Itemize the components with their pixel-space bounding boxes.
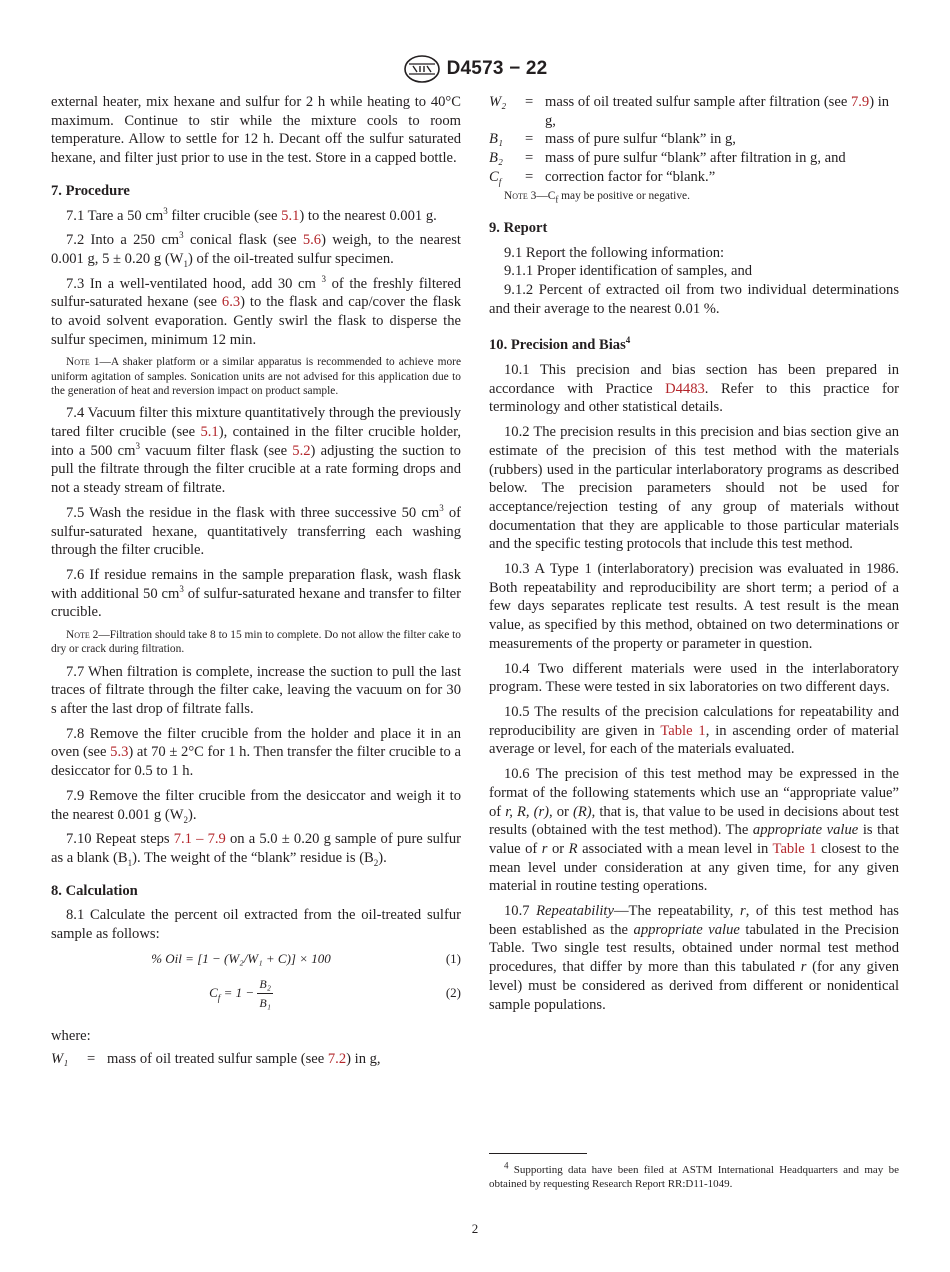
note-1: Note 1—A shaker platform or a similar apparatus is recommended to achieve more uniform agitation of samples. Sonication units are not advised for this application due to the generation of heat and reversion impact on product sample. [51, 356, 461, 398]
definition-b1: B₁ = mass of pure sulfur “blank” in g, [489, 131, 736, 148]
definition-w2: W₂ = mass of oil treated sulfur sample after filtration (see 7.9) in g, [489, 94, 890, 129]
paragraph-10-7: 10.7 Repeatability—The repeatability, r, of this test method has been established as the appropriate value tabulated in the Precision Table. Two single test results, obtained under normal test method procedures, that differ by more than this tabulated r (for any given level) must be considered as derived from different or nonidentical sample populations. [489, 903, 899, 1013]
right-column [489, 93, 899, 1020]
paragraph-9-1-2: 9.1.2 Percent of extracted oil from two individual determinations and their average to the nearest 0.01 %. [489, 281, 899, 317]
note-3: Note $3—C_f$ may be positive or negative. [504, 189, 690, 204]
note-2: Note 2—Filtration should take 8 to 15 min to complete. Do not allow the filter cake to dry or crack during filtration. [51, 629, 461, 656]
paragraph-9-1-1: 9.1.1 Proper identification of samples, and [504, 263, 753, 280]
link-6-3[interactable]: 6.3 [221, 294, 241, 311]
paragraph-10-6: 10.6 The precision of this test method may be expressed in the format of the following statements which use an “appropriate value” of r, R, (r), or (R), that is, that value to be used in decisions about test results (obtained with the test method). The appropriate value is that value of r or R associated with a mean level in Table 1 closest to the mean level under consideration at any given time, for any given material in routine testing operations. [489, 766, 900, 895]
paragraph-7-10: 7.10 Repeat steps 7.1 – 7.9 on a 5.0 ± 0.20 g sample of pure sulfur as a blank $(B_1)$. The weight of the “blank” residue is $(B_2)$. [51, 831, 461, 868]
link-5-3[interactable]: 5.3 [110, 744, 129, 761]
paragraph-7-8: 7.8 Remove the filter crucible from the holder and place it in an oven (see 5.3) at 70 ± 2°C for 1 h. Then transfer the filter crucible to a desiccator for 0.5 to 1 h. [51, 725, 461, 780]
astm-logo-icon [403, 54, 441, 84]
paragraph-7-9: 7.9 Remove the filter crucible from the desiccator and weigh it to the nearest 0.001 g $(W_2)$. [51, 787, 461, 825]
paragraph-10-1: 10.1 This precision and bias section has been prepared in accordance with Practice D4483. Refer to this practice for terminology and other statistical details. [489, 362, 899, 416]
paragraph-10-4: 10.4 Two different materials were used in the interlaboratory program. These were tested in six laboratories on two different days. [489, 660, 899, 696]
paragraph-7-6: 7.6 If residue remains in the sample preparation flask, wash flask with additional 50 $cm^3$ of sulfur-saturated hexane and transfer to filter crucible. [51, 566, 461, 621]
paragraph-7-3: 7.3 In a well-ventilated hood, add 30 cm $^3$ of the freshly filtered sulfur-saturated hexane (see 6.3) to the flask and cap/cover the flask to avoid solvent evaporation. Gently swirl the flask to disperse the sulfur specimen, minimum 12 min. [51, 273, 461, 348]
link-d4483[interactable]: D4483 [665, 380, 705, 397]
paragraph-10-2: 10.2 The precision results in this precision and bias section give an estimate of the precision of this test method with the materials (rubbers) used in the particular interlaboratory programs as described below. The precision parameters should not be used for acceptance/rejection testing of any group of materials without documentation that they are applicable to those particular materials and the specific testing protocols that include this test method. [489, 424, 899, 553]
paragraph-7-5: 7.5 Wash the residue in the flask with three successive 50 $cm^3$ of sulfur-saturated hexane, quantitatively transferring each washing through the filter crucible. [51, 502, 461, 559]
paragraph-7-1: 7.1 Tare a 50 $cm^3$ filter crucible (see 5.1) to the nearest 0.001 g. [66, 205, 437, 224]
definition-cf: $C_f$ = correction factor for “blank.” [489, 168, 716, 187]
link-5-6[interactable]: 5.6 [302, 232, 322, 249]
equation-1: % Oil = [1 − (W₂/W₁ + C)] × 100 (1) [151, 950, 461, 966]
definition-b2: B₂ = mass of pure sulfur “blank” after filtration in g, and [489, 150, 846, 167]
definition-w1: W₁ = mass of oil treated sulfur sample (see 7.2) in g, [51, 1050, 381, 1067]
left-column [51, 93, 461, 1068]
section-10-heading: 10. Precision and Bias$^4$ [489, 335, 631, 354]
paragraph-7-7: 7.7 When filtration is complete, increase the suction to pull the last traces of filtrate through the filter cake, leaving the vacuum on for 30 s after the last drop of filtrate falls. [51, 663, 461, 718]
page-number: 2 [471, 1221, 479, 1236]
link-7-2[interactable]: 7.2 [327, 1050, 347, 1067]
section-7-heading: 7. Procedure [51, 182, 130, 199]
designation: D4573 − 22 [446, 58, 548, 79]
paragraph-9-1: 9.1 Report the following information: [504, 244, 725, 261]
section-8-heading: 8. Calculation [51, 882, 138, 899]
page-header [0, 54, 950, 84]
where-label: where: [51, 1027, 91, 1044]
footnote-4: $^4$ Supporting data have been filed at ASTM International Headquarters and may be obtained by requesting Research Report RR:D11-1049. [489, 1160, 899, 1190]
link-5-1[interactable]: 5.1 [281, 207, 300, 224]
link-7-9[interactable]: 7.9 [850, 94, 870, 110]
paragraph-intro: external heater, mix hexane and sulfur for 2 h while heating to 40°C maximum. Continue to stir while the mixture cools to room temperature. Allow to settle for 12 h. Decant off the sulfur saturated hexane, and filter just prior to use in the test. Store in a capped bottle. [51, 94, 461, 167]
link-table-1[interactable]: Table 1 [660, 722, 706, 739]
paragraph-10-5: 10.5 The results of the precision calculations for repeatability and reproducibility are given in Table 1, in ascending order of material average or level, for each of the materials evaluated. [489, 703, 899, 758]
paragraph-7-2: 7.2 Into a 250 $cm^3$ conical flask (see 5.6) weigh, to the nearest 0.001 g, 5 ± 0.20 g $(W_1)$ of the oil-treated sulfur specimen. [51, 230, 461, 269]
footnote-rule [489, 1153, 587, 1154]
equation-2: $C_f = 1$ − $\frac{\text{B₂}}{\text{B₁}}$ (2) [209, 976, 461, 1011]
paragraph-8-1: 8.1 Calculate the percent oil extracted from the oil-treated sulfur sample as follows: [51, 907, 461, 943]
link-7-1-7-9[interactable]: 7.1 – 7.9 [173, 831, 226, 848]
paragraph-7-4: 7.4 Vacuum filter this mixture quantitatively through the previously tared filter crucible (see 5.1), contained in the filter crucible holder, into a 500 $cm^3$ vacuum filter flask (see 5.2) adjusting the suction to pull the filtrate through the filter crucible at a rate forming drops and not a steady stream of filtrate. [51, 405, 461, 497]
section-9-heading: 9. Report [489, 219, 548, 236]
link-5-2[interactable]: 5.2 [292, 442, 311, 459]
link-table-1[interactable]: Table 1 [772, 840, 817, 857]
link-5-1[interactable]: 5.1 [200, 424, 219, 441]
paragraph-10-3: 10.3 A Type 1 (interlaboratory) precision was evaluated in 1986. Both repeatability and reproducibility are short term; a period of a few days separates replicate test results. A test result is the mean value, as specified by this method, obtained on two determinations or measurements of the property or parameter in question. [489, 561, 899, 652]
